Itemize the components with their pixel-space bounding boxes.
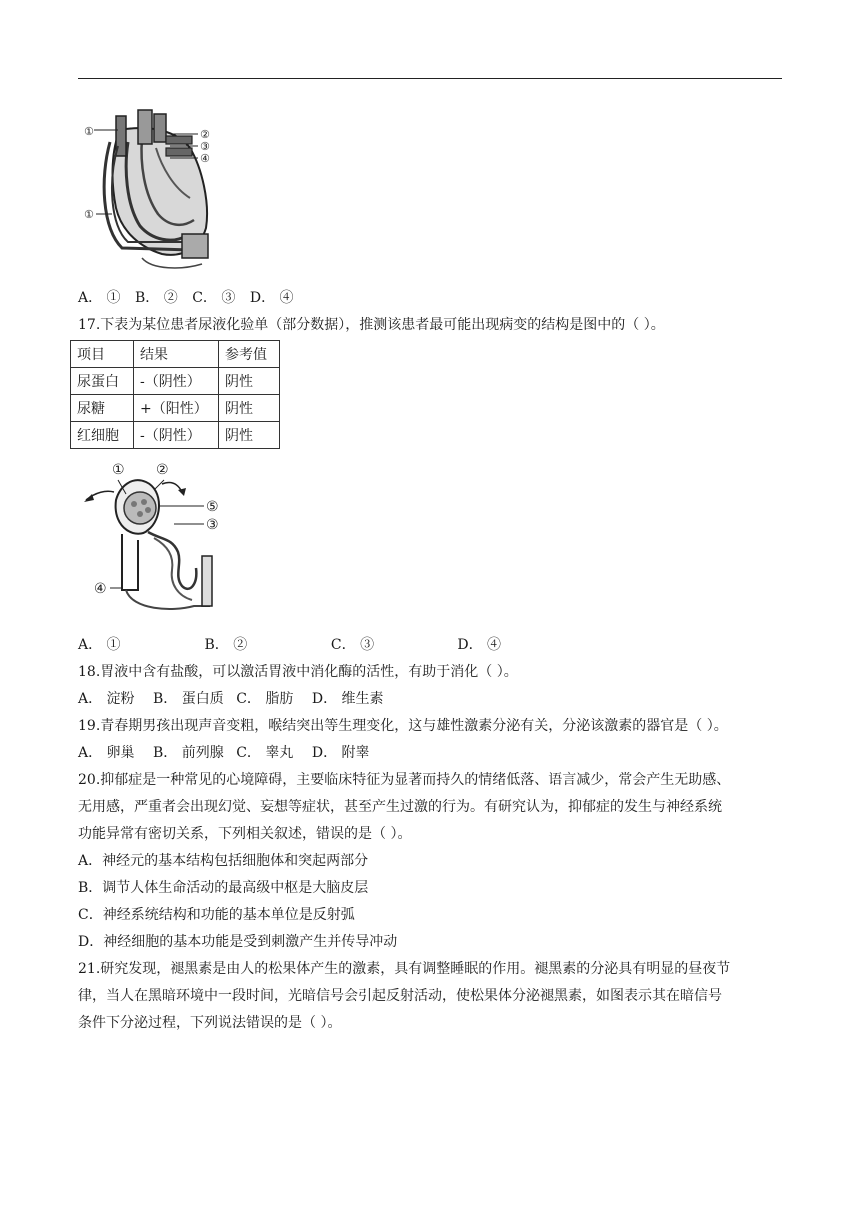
- header-rule: [78, 78, 782, 79]
- table-cell: 尿蛋白: [71, 368, 134, 395]
- q19-option-a[interactable]: A． 卵巢: [78, 745, 135, 761]
- table-header-cell: 项目: [71, 341, 134, 368]
- table-cell: +（阳性）: [134, 395, 219, 422]
- q19-option-b[interactable]: B． 前列腺: [153, 745, 224, 761]
- nephron-label-3: ③: [206, 517, 219, 533]
- q18-options: [78, 689, 384, 709]
- q17-stem: 17.下表为某位患者尿液化验单（部分数据），推测该患者最可能出现病变的结构是图中的（ ）。: [78, 317, 665, 333]
- q20-option-d[interactable]: D．神经细胞的基本功能是受到刺激产生并传导冲动: [78, 934, 398, 950]
- q17-option-a[interactable]: A． ①: [78, 637, 121, 653]
- table-header-cell: 参考值: [219, 341, 280, 368]
- q20-stem-line-3: 功能异常有密切关系，下列相关叙述，错误的是（ ）。: [78, 826, 412, 842]
- nephron-diagram: [82, 460, 242, 620]
- q20-option-a[interactable]: A．神经元的基本结构包括细胞体和突起两部分: [78, 853, 369, 869]
- urinalysis-table: [70, 340, 280, 449]
- table-header-cell: 结果: [134, 341, 219, 368]
- heart-label-4: ④: [200, 152, 210, 165]
- table-header-row: [71, 341, 280, 368]
- q19-option-c[interactable]: C． 睾丸: [236, 745, 294, 761]
- nephron-label-1: ①: [112, 462, 125, 478]
- q16-option-a[interactable]: A． ①: [78, 290, 121, 306]
- q21-stem-line-1: 21.研究发现，褪黑素是由人的松果体产生的激素，具有调整睡眠的作用。褪黑素的分泌具有明显的昼夜节: [78, 961, 731, 977]
- table-cell: 尿糖: [71, 395, 134, 422]
- heart-label-5: ①: [84, 208, 94, 221]
- q16-options: [78, 288, 294, 308]
- q20-stem-line-2: 无用感，严重者会出现幻觉、妄想等症状，甚至产生过激的行为。有研究认为，抑郁症的发生与神经系统: [78, 799, 722, 815]
- table-cell: -（阴性）: [134, 368, 219, 395]
- heart-label-1: ①: [84, 125, 94, 138]
- q19-option-d[interactable]: D． 附睾: [311, 745, 370, 761]
- q21-stem-line-3: 条件下分泌过程，下列说法错误的是（ ）。: [78, 1015, 342, 1031]
- q17-option-d[interactable]: D． ④: [457, 637, 502, 653]
- table-cell: -（阴性）: [134, 422, 219, 449]
- q19-options: [78, 743, 370, 763]
- q16-option-c[interactable]: C． ③: [192, 290, 236, 306]
- q19-stem: 19.青春期男孩出现声音变粗，喉结突出等生理变化，这与雄性激素分泌有关，分泌该激素的器官是（ ）。: [78, 718, 728, 734]
- q20-option-b[interactable]: B．调节人体生命活动的最高级中枢是大脑皮层: [78, 880, 369, 896]
- q18-option-d[interactable]: D． 维生素: [311, 691, 384, 707]
- heart-label-3: ③: [200, 140, 210, 153]
- heart-diagram: [82, 108, 232, 273]
- heart-label-2: ②: [200, 128, 210, 141]
- q17-options: [78, 635, 501, 655]
- table-cell: 阴性: [219, 422, 280, 449]
- table-cell: 阴性: [219, 395, 280, 422]
- q20-option-c[interactable]: C．神经系统结构和功能的基本单位是反射弧: [78, 907, 355, 923]
- table-cell: 红细胞: [71, 422, 134, 449]
- q18-option-a[interactable]: A． 淀粉: [78, 691, 135, 707]
- table-row: [71, 368, 280, 395]
- nephron-label-5: ⑤: [206, 499, 219, 515]
- q16-option-d[interactable]: D． ④: [249, 290, 294, 306]
- q17-option-c[interactable]: C． ③: [330, 637, 375, 653]
- table-row: [71, 422, 280, 449]
- nephron-label-4: ④: [94, 581, 107, 597]
- q18-option-c[interactable]: C． 脂肪: [236, 691, 294, 707]
- nephron-label-2: ②: [156, 462, 169, 478]
- q18-option-b[interactable]: B． 蛋白质: [153, 691, 224, 707]
- q16-option-b[interactable]: B． ②: [135, 290, 178, 306]
- table-cell: 阴性: [219, 368, 280, 395]
- q21-stem-line-2: 律，当人在黑暗环境中一段时间，光暗信号会引起反射活动，使松果体分泌褪黑素，如图表示其在暗信号: [78, 988, 722, 1004]
- q17-option-b[interactable]: B． ②: [204, 637, 248, 653]
- table-row: [71, 395, 280, 422]
- q20-stem-line-1: 20.抑郁症是一种常见的心境障碍，主要临床特征为显著而持久的情绪低落、语言减少，常会产生无助感、: [78, 772, 731, 788]
- q18-stem: 18.胃液中含有盐酸，可以激活胃液中消化酶的活性，有助于消化（ ）。: [78, 664, 518, 680]
